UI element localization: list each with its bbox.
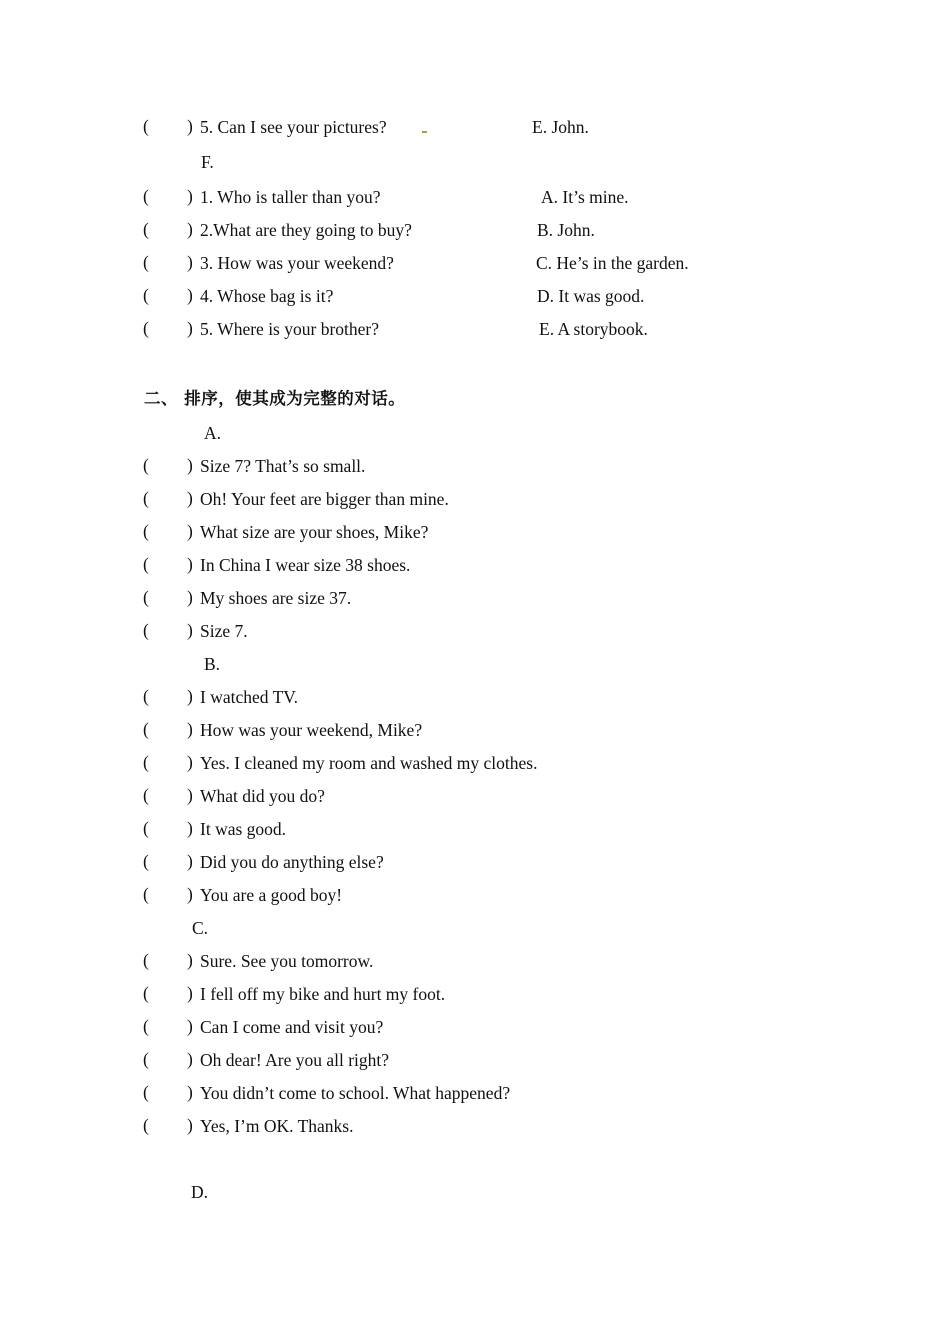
question-text: 5. Can I see your pictures? bbox=[200, 117, 387, 137]
dialogue-line: Yes, I’m OK. Thanks. bbox=[200, 1116, 354, 1136]
answer-blank-close: ) bbox=[187, 686, 193, 706]
answer-blank-close: ) bbox=[187, 587, 193, 607]
dialogue-line: What did you do? bbox=[200, 786, 325, 806]
dialogue-line: You are a good boy! bbox=[200, 885, 343, 905]
dialogue-line: It was good. bbox=[200, 819, 287, 839]
answer-blank-open[interactable]: ( bbox=[143, 116, 149, 136]
dialogue-line: You didn’t come to school. What happened? bbox=[200, 1083, 511, 1103]
answer-option: E. A storybook. bbox=[539, 319, 648, 339]
answer-blank-open[interactable]: ( bbox=[143, 1049, 149, 1069]
answer-blank-open[interactable]: ( bbox=[143, 620, 149, 640]
answer-blank-open[interactable]: ( bbox=[143, 252, 149, 272]
answer-blank-open[interactable]: ( bbox=[143, 554, 149, 574]
dialogue-line: How was your weekend, Mike? bbox=[200, 720, 423, 740]
group-label: F. bbox=[201, 152, 214, 172]
answer-blank-close: ) bbox=[187, 252, 193, 272]
answer-blank-close: ) bbox=[187, 1016, 193, 1036]
stray-mark bbox=[422, 131, 427, 133]
answer-blank-open[interactable]: ( bbox=[143, 950, 149, 970]
dialogue-line: I fell off my bike and hurt my foot. bbox=[200, 984, 446, 1004]
answer-option: D. It was good. bbox=[537, 286, 645, 306]
answer-blank-close: ) bbox=[187, 1049, 193, 1069]
answer-blank-close: ) bbox=[187, 950, 193, 970]
dialogue-line: What size are your shoes, Mike? bbox=[200, 522, 429, 542]
answer-blank-open[interactable]: ( bbox=[143, 219, 149, 239]
dialogue-line: Oh! Your feet are bigger than mine. bbox=[200, 489, 449, 509]
answer-blank-open[interactable]: ( bbox=[143, 318, 149, 338]
group-label: C. bbox=[192, 918, 209, 938]
answer-blank-close: ) bbox=[187, 719, 193, 739]
answer-blank-open[interactable]: ( bbox=[143, 1115, 149, 1135]
answer-blank-open[interactable]: ( bbox=[143, 752, 149, 772]
answer-blank-close: ) bbox=[187, 1082, 193, 1102]
answer-blank-close: ) bbox=[187, 620, 193, 640]
answer-blank-open[interactable]: ( bbox=[143, 285, 149, 305]
dialogue-line: I watched TV. bbox=[200, 687, 299, 707]
section-heading: 二、 排序，使其成为完整的对话。 bbox=[144, 389, 406, 408]
answer-blank-close: ) bbox=[187, 983, 193, 1003]
answer-blank-close: ) bbox=[187, 219, 193, 239]
answer-option: E. John. bbox=[532, 117, 589, 137]
answer-blank-close: ) bbox=[187, 818, 193, 838]
answer-blank-close: ) bbox=[187, 285, 193, 305]
dialogue-line: My shoes are size 37. bbox=[200, 588, 352, 608]
answer-blank-close: ) bbox=[187, 785, 193, 805]
answer-blank-open[interactable]: ( bbox=[143, 785, 149, 805]
answer-blank-close: ) bbox=[187, 1115, 193, 1135]
question-text: 2.What are they going to buy? bbox=[200, 220, 412, 240]
answer-blank-close: ) bbox=[187, 851, 193, 871]
answer-option: A. It’s mine. bbox=[541, 187, 629, 207]
dialogue-line: Sure. See you tomorrow. bbox=[200, 951, 374, 971]
answer-blank-close: ) bbox=[187, 554, 193, 574]
dialogue-line: Oh dear! Are you all right? bbox=[200, 1050, 390, 1070]
dialogue-line: In China I wear size 38 shoes. bbox=[200, 555, 411, 575]
answer-blank-open[interactable]: ( bbox=[143, 983, 149, 1003]
group-label: A. bbox=[204, 423, 222, 443]
dialogue-line: Can I come and visit you? bbox=[200, 1017, 384, 1037]
answer-blank-close: ) bbox=[187, 455, 193, 475]
question-text: 5. Where is your brother? bbox=[200, 319, 379, 339]
answer-option: B. John. bbox=[537, 220, 595, 240]
question-text: 1. Who is taller than you? bbox=[200, 187, 381, 207]
answer-blank-open[interactable]: ( bbox=[143, 1016, 149, 1036]
answer-blank-open[interactable]: ( bbox=[143, 186, 149, 206]
answer-blank-open[interactable]: ( bbox=[143, 488, 149, 508]
answer-blank-open[interactable]: ( bbox=[143, 1082, 149, 1102]
answer-blank-open[interactable]: ( bbox=[143, 455, 149, 475]
dialogue-line: Yes. I cleaned my room and washed my clothes. bbox=[200, 753, 538, 773]
question-text: 3. How was your weekend? bbox=[200, 253, 394, 273]
answer-option: C. He’s in the garden. bbox=[536, 253, 689, 273]
question-text: 4. Whose bag is it? bbox=[200, 286, 334, 306]
dialogue-line: Did you do anything else? bbox=[200, 852, 384, 872]
answer-blank-close: ) bbox=[187, 318, 193, 338]
answer-blank-close: ) bbox=[187, 521, 193, 541]
group-label: D. bbox=[191, 1182, 209, 1202]
answer-blank-open[interactable]: ( bbox=[143, 719, 149, 739]
answer-blank-close: ) bbox=[187, 752, 193, 772]
answer-blank-open[interactable]: ( bbox=[143, 686, 149, 706]
dialogue-line: Size 7. bbox=[200, 621, 248, 641]
answer-blank-close: ) bbox=[187, 116, 193, 136]
answer-blank-close: ) bbox=[187, 186, 193, 206]
answer-blank-open[interactable]: ( bbox=[143, 884, 149, 904]
group-label: B. bbox=[204, 654, 221, 674]
answer-blank-close: ) bbox=[187, 488, 193, 508]
answer-blank-open[interactable]: ( bbox=[143, 587, 149, 607]
answer-blank-open[interactable]: ( bbox=[143, 851, 149, 871]
answer-blank-open[interactable]: ( bbox=[143, 818, 149, 838]
answer-blank-close: ) bbox=[187, 884, 193, 904]
answer-blank-open[interactable]: ( bbox=[143, 521, 149, 541]
dialogue-line: Size 7? That’s so small. bbox=[200, 456, 366, 476]
